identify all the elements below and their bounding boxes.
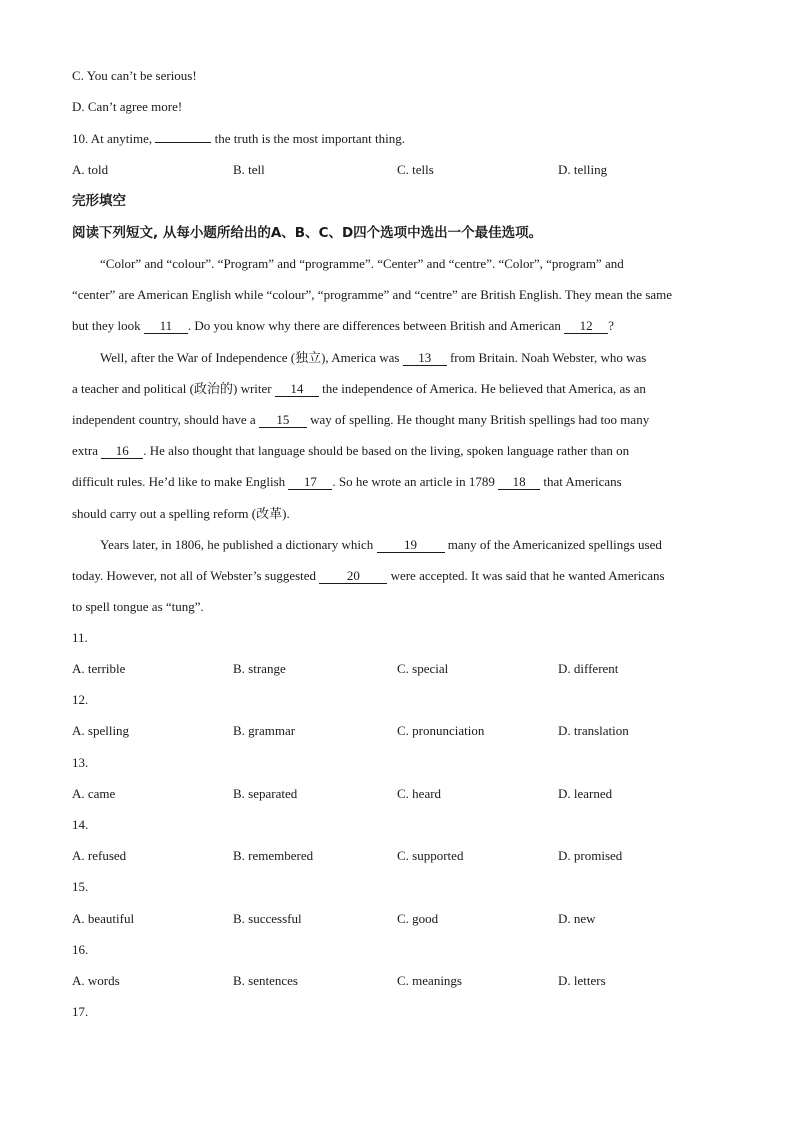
blank-15: 15 bbox=[259, 413, 307, 428]
section-instruction: 阅读下列短文, 从每小题所给出的A、B、C、D四个选项中选出一个最佳选项。 bbox=[72, 225, 543, 241]
q15-option-b: B. successful bbox=[233, 911, 302, 926]
passage-line: “Color” and “colour”. “Program” and “programme”. “Center” and “centre”. “Color”, “program” and bbox=[100, 256, 624, 271]
blank-18: 18 bbox=[498, 475, 540, 490]
q12-option-c: C. pronunciation bbox=[397, 723, 485, 738]
q16-option-d: D. letters bbox=[558, 973, 606, 988]
q12-option-b: B. grammar bbox=[233, 723, 296, 738]
blank-20: 20 bbox=[319, 569, 387, 584]
question-number: 13. bbox=[72, 755, 89, 770]
q11-option-c: C. special bbox=[397, 661, 449, 676]
q13-option-a: A. came bbox=[72, 786, 116, 801]
q13-option-d: D. learned bbox=[558, 786, 613, 801]
q14-option-d: D. promised bbox=[558, 848, 623, 863]
q10-option-b: B. tell bbox=[233, 162, 265, 177]
q10-option-a: A. told bbox=[72, 162, 109, 177]
blank-17: 17 bbox=[288, 475, 332, 490]
question-number: 16. bbox=[72, 942, 89, 957]
passage-line: should carry out a spelling reform (改革). bbox=[72, 505, 290, 521]
passage-line: Years later, in 1806, he published a dictionary which 19 many of the Americanized spellings used bbox=[100, 536, 662, 552]
question-number: 11. bbox=[72, 630, 88, 645]
q16-option-a: A. words bbox=[72, 973, 120, 988]
passage-line: difficult rules. He’d like to make English 17 . So he wrote an article in 1789 18 that Americans bbox=[72, 474, 622, 490]
option-line-d: D. Can’t agree more! bbox=[72, 99, 183, 114]
q11-option-a: A. terrible bbox=[72, 661, 126, 676]
q11-option-d: D. different bbox=[558, 661, 619, 676]
q10-option-d: D. telling bbox=[558, 162, 608, 177]
q15-option-d: D. new bbox=[558, 911, 596, 926]
question-10-blank bbox=[155, 142, 211, 143]
passage-line: today. However, not all of Webster’s suggested 20 were accepted. It was said that he wanted Americans bbox=[72, 567, 665, 583]
q15-option-c: C. good bbox=[397, 911, 439, 926]
q10-option-c: C. tells bbox=[397, 162, 434, 177]
q12-option-d: D. translation bbox=[558, 723, 629, 738]
blank-11: 11 bbox=[144, 319, 188, 334]
passage-line: “center” are American English while “colour”, “programme” and “centre” are British English. They mean the same bbox=[72, 287, 673, 303]
passage-line: a teacher and political (政治的) writer 14 the independence of America. He believed that America, as an bbox=[72, 380, 646, 396]
question-number: 15. bbox=[72, 879, 89, 894]
question-number: 17. bbox=[72, 1004, 89, 1019]
passage-line: to spell tongue as “tung”. bbox=[72, 599, 204, 615]
blank-19: 19 bbox=[377, 538, 445, 553]
blank-16: 16 bbox=[101, 444, 143, 459]
q16-option-b: B. sentences bbox=[233, 973, 298, 988]
q13-option-b: B. separated bbox=[233, 786, 298, 801]
passage-line: but they look 11 . Do you know why there are differences between British and American 12 ? bbox=[72, 318, 614, 334]
q14-option-c: C. supported bbox=[397, 848, 464, 863]
q14-option-a: A. refused bbox=[72, 848, 127, 863]
q11-option-b: B. strange bbox=[233, 661, 286, 676]
blank-12: 12 bbox=[564, 319, 608, 334]
question-10-post: the truth is the most important thing. bbox=[214, 131, 405, 146]
q13-option-c: C. heard bbox=[397, 786, 442, 801]
q15-option-a: A. beautiful bbox=[72, 911, 135, 926]
question-number: 12. bbox=[72, 692, 89, 707]
option-line-c: C. You can’t be serious! bbox=[72, 68, 197, 83]
question-10 bbox=[72, 131, 405, 147]
question-number: 14. bbox=[72, 817, 89, 832]
passage-line: independent country, should have a 15 way of spelling. He thought many British spellings had too many bbox=[72, 411, 650, 427]
passage-line: Well, after the War of Independence (独立), America was 13 from Britain. Noah Webster, who was bbox=[100, 349, 647, 365]
blank-13: 13 bbox=[403, 351, 447, 366]
q14-option-b: B. remembered bbox=[233, 848, 314, 863]
passage-line: extra 16 . He also thought that language should be based on the living, spoken language rather than on bbox=[72, 443, 630, 459]
passage bbox=[72, 256, 722, 630]
q12-option-a: A. spelling bbox=[72, 723, 130, 738]
blank-14: 14 bbox=[275, 382, 319, 397]
section-title: 完形填空 bbox=[72, 193, 126, 209]
q16-option-c: C. meanings bbox=[397, 973, 462, 988]
question-10-pre: 10. At anytime, bbox=[72, 131, 153, 146]
